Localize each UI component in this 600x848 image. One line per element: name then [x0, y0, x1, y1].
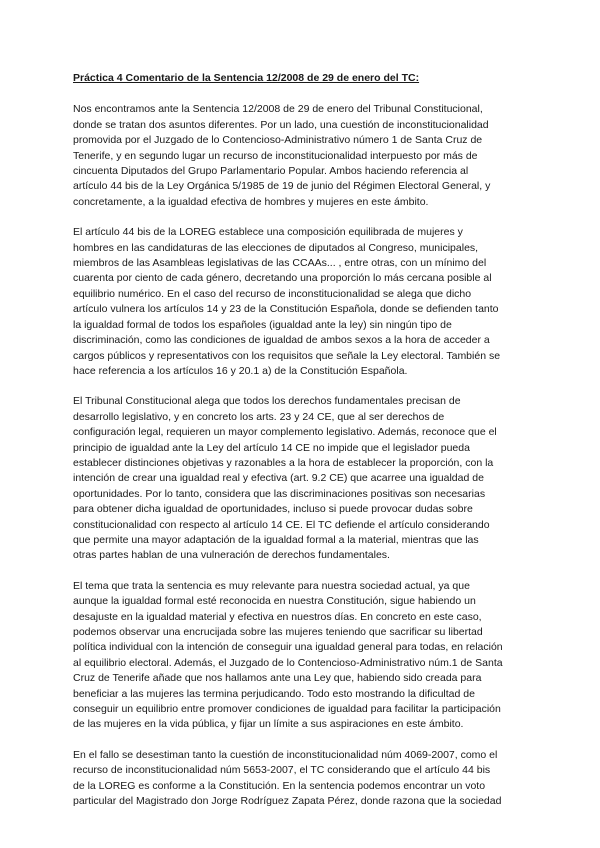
paragraph-line: particular del Magistrado don Jorge Rodríguez Zapata Pérez, donde razona que la sociedad: [73, 795, 502, 808]
paragraph: [73, 225, 531, 379]
paragraph-line: al equilibrio electoral. Además, el Juzgado de lo Contencioso-Administrativo núm.1 de Santa: [73, 656, 503, 669]
paragraph-line: equilibrio numérico. En el caso del recurso de inconstitucionalidad se alega que dicho: [73, 287, 472, 300]
paragraph-line: oportunidades. Por lo tanto, considera que las discriminaciones positivas son necesarias: [73, 487, 486, 500]
paragraph-line: miembros de las Asambleas legislativas de las CCAAs... , entre otras, con un mínimo del: [73, 257, 487, 270]
document-body: [73, 71, 531, 824]
paragraph-line: intención de crear una igualdad real y efectiva (art. 9.2 CE) que acarree una igualdad de: [73, 472, 484, 485]
paragraph-line: otras partes hablan de una vulneración de derechos fundamentales.: [73, 549, 390, 562]
paragraph-line: El tema que trata la sentencia es muy relevante para nuestra sociedad actual, ya que: [73, 579, 470, 592]
paragraph-line: recurso de inconstitucionalidad núm 5653-2007, el TC considerando que el artículo 44 bis: [73, 764, 491, 777]
paragraph-line: artículo vulnera los artículos 14 y 23 de la Constitución Española, donde se defienden tanto: [73, 303, 499, 316]
paragraph-line: Nos encontramos ante la Sentencia 12/2008 de 29 de enero del Tribunal Constitucional,: [73, 103, 483, 116]
paragraph-line: desajuste en la igualdad material y efectiva en nuestros días. En concreto en este caso,: [73, 610, 482, 623]
paragraph-line: para obtener dicha igualdad de oportunidades, incluso si puede provocar dudas sobre: [73, 503, 473, 516]
paragraph: [73, 394, 531, 563]
paragraph-line: cincuenta Diputados del Grupo Parlamentario Popular. Ambos haciendo referencia al: [73, 165, 469, 178]
paragraph-line: aunque la igualdad formal esté reconocida en nuestra Constitución, sigue habiendo un: [73, 595, 476, 608]
paragraph-line: artículo 44 bis de la Ley Orgánica 5/1985 de 19 de junio del Régimen Electoral General, y: [73, 180, 491, 193]
paragraph-line: principio de igualdad ante la Ley del artículo 14 CE no impide que el legislador pueda: [73, 441, 470, 454]
paragraph-line: El artículo 44 bis de la LOREG establece una composición equilibrada de mujeres y: [73, 226, 463, 239]
paragraph-line: cargos públicos y representativos con los requisitos que señale la Ley electoral. También se: [73, 349, 501, 362]
paragraph-line: cuarenta por ciento de cada género, decretando una proporción lo más cercana posible al: [73, 272, 492, 285]
paragraph-line: conseguir un equilibrio entre promover condiciones de igualdad para facilitar la participación: [73, 703, 501, 716]
paragraph-line: desarrollo legislativo, y en concreto los arts. 23 y 24 CE, que al ser derechos de: [73, 410, 445, 423]
paragraph-line: promovida por el Juzgado de lo Contencioso-Administrativo número 1 de Santa Cruz de: [73, 134, 483, 147]
paragraph-line: beneficiar a las mujeres las termina perjudicando. Todo esto mostrando la dificultad de: [73, 687, 475, 700]
paragraph-line: El Tribunal Constitucional alega que todos los derechos fundamentales precisan de: [73, 395, 461, 408]
paragraph-line: la igualdad formal de todos los españoles (igualdad ante la ley) sin ningún tipo de: [73, 318, 452, 331]
paragraph-line: discriminación, como las condiciones de igualdad de ambos sexos a la hora de acceder a: [73, 334, 490, 347]
paragraph-line: donde se tratan dos asuntos diferentes. Por un lado, una cuestión de inconstitucionalidad: [73, 118, 489, 131]
paragraph-line: podemos observar una encrucijada sobre las mujeres teniendo que sacrificar su libertad: [73, 626, 483, 638]
paragraph: [73, 748, 531, 810]
paragraph-line: constitucionalidad con respecto al artículo 14 CE. El TC defiende el artículo considerando: [73, 518, 490, 531]
paragraph: [73, 102, 531, 210]
paragraph-line: que permite una mayor adaptación de la igualdad formal a la material, mientras que las: [73, 533, 479, 546]
paragraph-line: Tenerife, y en segundo lugar un recurso de inconstitucionalidad interpuesto por más de: [73, 149, 478, 162]
paragraph-line: política individual con la intención de conseguir una igualdad general para todas, en relación: [73, 641, 503, 654]
paragraph-list: [73, 102, 531, 809]
paragraph-line: Cruz de Tenerife añade que nos hallamos ante una Ley que, habiendo sido creada para: [73, 672, 482, 685]
paragraph-line: de las mujeres en la vida pública, y fijar un límite a sus aspiraciones en este ámbito.: [73, 718, 464, 731]
paragraph-line: En el fallo se desestiman tanto la cuestión de inconstitucionalidad núm 4069-2007, como el: [73, 748, 498, 761]
paragraph-line: de la LOREG es conforme a la Constitución. En la sentencia podemos encontrar un voto: [73, 779, 486, 792]
paragraph-line: concretamente, a la igualdad efectiva de hombres y mujeres en este ámbito.: [73, 195, 429, 208]
paragraph-line: configuración legal, requieren un mayor complemento legislativo. Además, reconoce que el: [73, 426, 497, 439]
paragraph-line: hombres en las candidaturas de las elecciones de diputados al Congreso, municipales,: [73, 241, 479, 254]
paragraph: [73, 579, 531, 733]
paragraph-line: establecer distinciones objetivas y razonables a la hora de establecer la proporción, con la: [73, 456, 494, 469]
paragraph-line: hace referencia a los artículos 16 y 20.1 a) de la Constitución Española.: [73, 364, 408, 377]
document-title: Práctica 4 Comentario de la Sentencia 12/2008 de 29 de enero del TC:: [73, 72, 420, 84]
